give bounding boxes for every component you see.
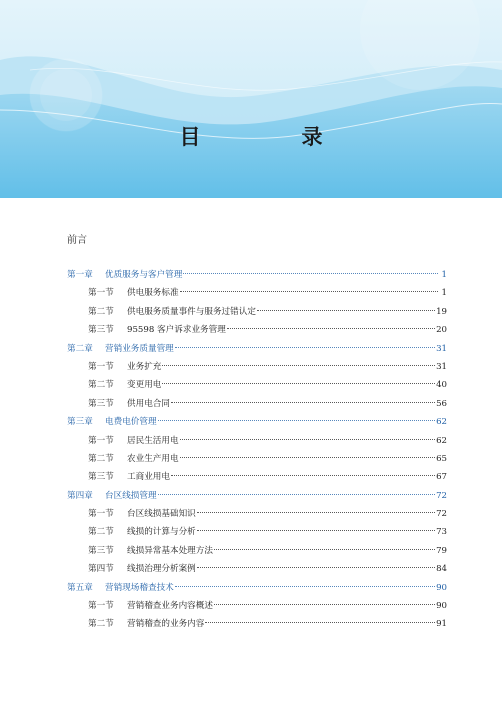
toc-leader-dots bbox=[197, 567, 435, 568]
toc-entry-title: 95598 客户诉求业务管理 bbox=[127, 325, 226, 336]
toc-entry-number: 第一节 bbox=[88, 601, 114, 612]
toc-entry-number: 第二节 bbox=[88, 306, 114, 317]
toc-entry-title: 营销稽查的业务内容 bbox=[127, 619, 205, 630]
toc-page-number: 73 bbox=[436, 527, 447, 538]
toc-page-number: 31 bbox=[436, 361, 447, 372]
toc-entry-title: 线损治理分析案例 bbox=[127, 564, 196, 575]
toc-page-number: 62 bbox=[436, 435, 447, 446]
toc-section-entry[interactable] bbox=[67, 468, 447, 486]
toc-entry-title: 营销现场稽查技术 bbox=[105, 582, 174, 593]
page-title: 目 录 bbox=[179, 125, 363, 149]
toc-entry-number: 第一节 bbox=[88, 361, 114, 372]
toc-entry-title: 业务扩充 bbox=[127, 361, 162, 372]
table-of-contents bbox=[67, 266, 447, 634]
toc-page-number: 72 bbox=[436, 490, 447, 501]
toc-page-number: 79 bbox=[436, 545, 447, 556]
toc-leader-dots bbox=[197, 530, 435, 531]
toc-entry-number: 第一节 bbox=[88, 435, 114, 446]
toc-leader-dots bbox=[180, 439, 435, 440]
toc-entry-number: 第四章 bbox=[67, 490, 93, 501]
wave-background bbox=[0, 0, 502, 198]
toc-entry-title: 线损的计算与分析 bbox=[127, 527, 196, 538]
toc-section-entry[interactable] bbox=[67, 505, 447, 523]
toc-leader-dots bbox=[227, 328, 435, 329]
toc-page-number: 1 bbox=[441, 270, 447, 280]
toc-leader-dots bbox=[180, 457, 435, 458]
toc-page-number: 20 bbox=[436, 325, 447, 336]
toc-chapter-entry[interactable] bbox=[67, 413, 447, 431]
toc-entry-number: 第二节 bbox=[88, 453, 114, 464]
toc-section-entry[interactable] bbox=[67, 284, 447, 302]
toc-entry-title: 农业生产用电 bbox=[127, 453, 179, 464]
toc-leader-dots bbox=[197, 512, 435, 513]
toc-entry-number: 第一章 bbox=[67, 270, 93, 280]
header-banner bbox=[0, 0, 502, 198]
toc-page-number: 67 bbox=[436, 472, 447, 483]
toc-entry-number: 第一节 bbox=[88, 288, 114, 299]
toc-page-number: 1 bbox=[441, 288, 447, 299]
toc-page-number: 62 bbox=[436, 417, 447, 428]
toc-page-number: 90 bbox=[436, 582, 447, 593]
toc-leader-dots bbox=[175, 586, 435, 587]
toc-leader-dots bbox=[162, 365, 435, 366]
toc-entry-title: 台区线损管理 bbox=[105, 490, 157, 501]
toc-entry-number: 第五章 bbox=[67, 582, 93, 593]
toc-leader-dots bbox=[183, 273, 438, 274]
toc-entry-title: 供用电合同 bbox=[127, 398, 170, 409]
toc-leader-dots bbox=[257, 310, 435, 311]
toc-entry-number: 第二节 bbox=[88, 619, 114, 630]
toc-leader-dots bbox=[180, 291, 438, 292]
toc-page-number: 84 bbox=[436, 564, 447, 575]
toc-entry-number: 第三节 bbox=[88, 472, 114, 483]
toc-section-entry[interactable] bbox=[67, 597, 447, 615]
preface-entry[interactable]: 前言 bbox=[67, 235, 87, 246]
toc-entry-number: 第一节 bbox=[88, 509, 114, 520]
toc-entry-title: 优质服务与客户管理 bbox=[105, 270, 183, 280]
toc-section-entry[interactable] bbox=[67, 432, 447, 450]
toc-section-entry[interactable] bbox=[67, 376, 447, 394]
toc-entry-title: 线损异常基本处理方法 bbox=[127, 545, 213, 556]
toc-entry-title: 供电服务质量事件与服务过错认定 bbox=[127, 306, 256, 317]
toc-entry-number: 第三节 bbox=[88, 325, 114, 336]
toc-entry-number: 第三章 bbox=[67, 417, 93, 428]
toc-section-entry[interactable] bbox=[67, 523, 447, 541]
toc-section-entry[interactable] bbox=[67, 560, 447, 578]
toc-page-number: 91 bbox=[436, 619, 447, 630]
toc-page-number: 72 bbox=[436, 509, 447, 520]
toc-page-number: 65 bbox=[436, 453, 447, 464]
toc-entry-number: 第二章 bbox=[67, 343, 93, 354]
toc-page-number: 90 bbox=[436, 601, 447, 612]
toc-leader-dots bbox=[171, 402, 435, 403]
toc-leader-dots bbox=[158, 420, 435, 421]
toc-chapter-entry[interactable] bbox=[67, 579, 447, 597]
toc-entry-number: 第三节 bbox=[88, 545, 114, 556]
toc-leader-dots bbox=[175, 347, 435, 348]
toc-section-entry[interactable] bbox=[67, 395, 447, 413]
toc-entry-title: 台区线损基础知识 bbox=[127, 509, 196, 520]
toc-entry-title: 供电服务标准 bbox=[127, 288, 179, 299]
toc-entry-number: 第三节 bbox=[88, 398, 114, 409]
toc-entry-number: 第二节 bbox=[88, 380, 114, 391]
toc-section-entry[interactable] bbox=[67, 358, 447, 376]
toc-page-number: 19 bbox=[436, 306, 447, 317]
toc-leader-dots bbox=[158, 494, 435, 495]
toc-chapter-entry[interactable] bbox=[67, 340, 447, 358]
toc-entry-number: 第二节 bbox=[88, 527, 114, 538]
toc-leader-dots bbox=[205, 622, 435, 623]
toc-leader-dots bbox=[214, 549, 435, 550]
toc-entry-title: 居民生活用电 bbox=[127, 435, 179, 446]
toc-leader-dots bbox=[214, 604, 435, 605]
toc-leader-dots bbox=[162, 383, 435, 384]
toc-section-entry[interactable] bbox=[67, 450, 447, 468]
toc-entry-title: 营销业务质量管理 bbox=[105, 343, 174, 354]
toc-entry-number: 第四节 bbox=[88, 564, 114, 575]
toc-section-entry[interactable] bbox=[67, 542, 447, 560]
toc-leader-dots bbox=[171, 475, 435, 476]
toc-section-entry[interactable] bbox=[67, 303, 447, 321]
toc-page-number: 31 bbox=[436, 343, 447, 354]
toc-page-number: 40 bbox=[436, 380, 447, 391]
toc-chapter-entry[interactable] bbox=[67, 266, 447, 284]
toc-page-number: 56 bbox=[436, 398, 447, 409]
toc-entry-title: 工商业用电 bbox=[127, 472, 170, 483]
toc-entry-title: 电费电价管理 bbox=[105, 417, 157, 428]
toc-entry-title: 变更用电 bbox=[127, 380, 162, 391]
toc-chapter-entry[interactable] bbox=[67, 487, 447, 505]
toc-entry-title: 营销稽查业务内容概述 bbox=[127, 601, 213, 612]
toc-section-entry[interactable] bbox=[67, 615, 447, 633]
toc-section-entry[interactable] bbox=[67, 321, 447, 339]
